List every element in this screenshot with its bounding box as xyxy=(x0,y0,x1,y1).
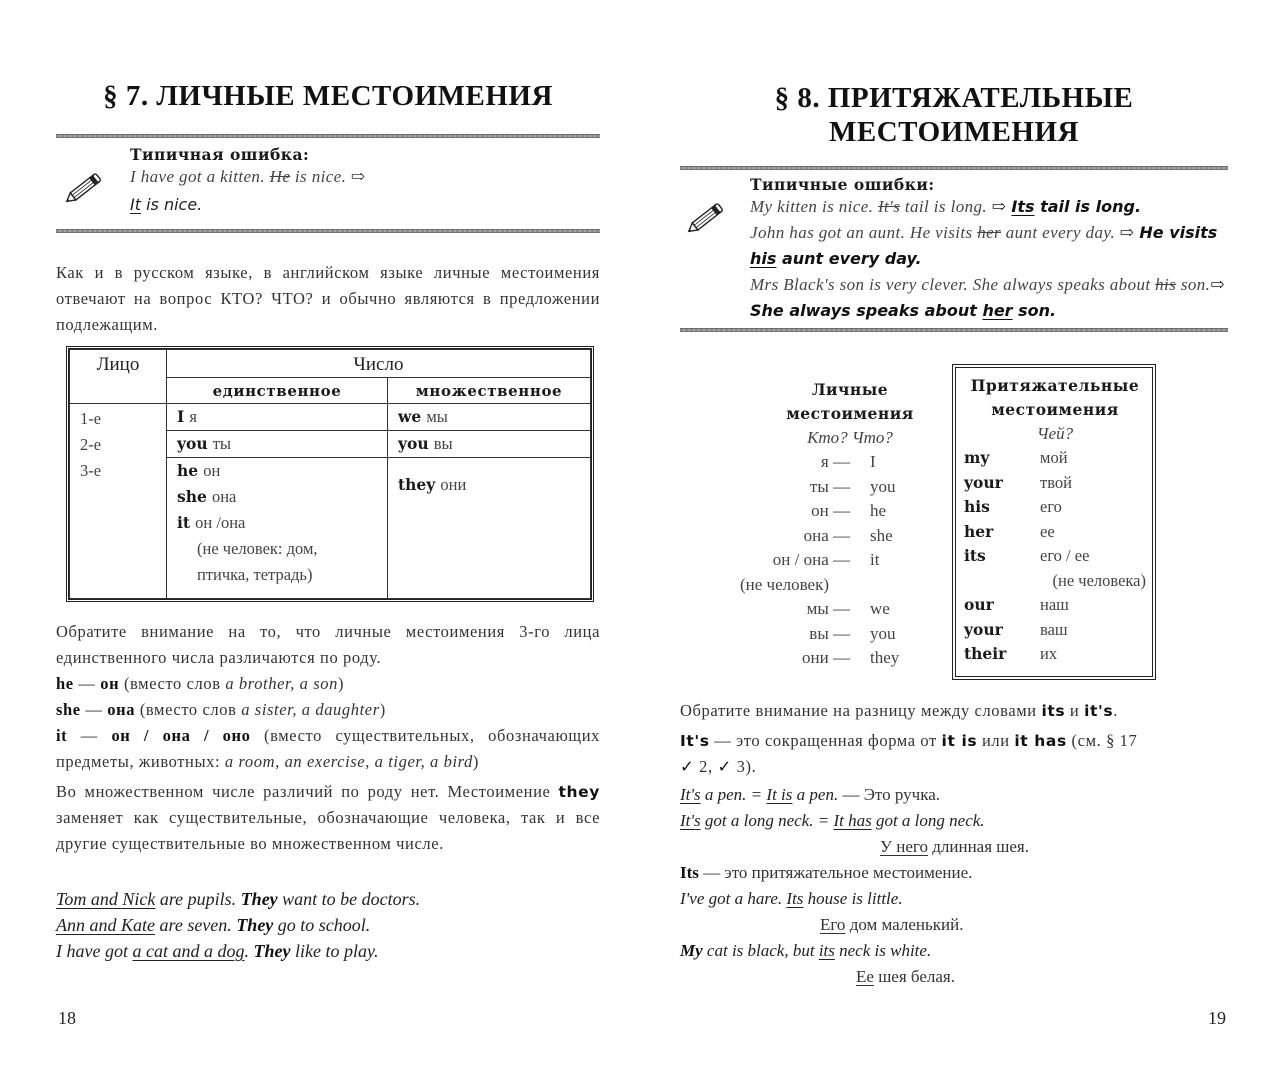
mistake-2 xyxy=(750,220,1228,272)
possessive-heading-2: местоимения xyxy=(991,400,1119,419)
note: (не человека) xyxy=(1052,570,1146,590)
ru: ваш xyxy=(1040,619,1068,639)
example-2 xyxy=(56,912,600,938)
m-struck: It's xyxy=(877,197,901,216)
gender-examples: a sister, a daughter xyxy=(241,700,380,719)
personal-row xyxy=(750,450,950,475)
gender-post: ) xyxy=(337,674,345,693)
pron-en: I xyxy=(177,407,185,426)
personal-row xyxy=(750,597,950,622)
en: I xyxy=(870,452,876,471)
ex-under: a cat and a dog xyxy=(132,941,245,961)
table-note-1: (не человек: дом, xyxy=(197,539,318,558)
fix-pre: He visits xyxy=(1139,223,1218,242)
ru: его / ее xyxy=(1040,546,1090,565)
ex-under: Ann and Kate xyxy=(56,915,155,935)
attention-paragraph: Обратите внимание на то, что личные местоимения 3-го лица единственного числа различаются по роду. xyxy=(56,622,600,667)
ex-bold: They xyxy=(236,915,274,935)
en: my xyxy=(964,448,990,467)
ex-under: Its xyxy=(786,889,804,908)
it-has: it has xyxy=(1014,732,1067,750)
ex-rest: go to school. xyxy=(273,915,371,935)
dash: — xyxy=(73,674,101,693)
possessive-row xyxy=(964,520,1146,545)
en: he xyxy=(870,501,887,520)
example-cat xyxy=(680,938,1228,964)
ex-rest: шея белая. xyxy=(873,967,955,986)
ex-ru: — Это ручка. xyxy=(838,785,941,804)
note: (не человек) xyxy=(740,574,830,594)
ex-under: Tom and Nick xyxy=(56,889,156,909)
page-number-left: 18 xyxy=(58,1008,76,1028)
plural-examples xyxy=(56,886,600,964)
contraction-paragraph xyxy=(680,728,1228,780)
pron-en: it xyxy=(177,513,191,532)
left-page xyxy=(56,0,600,1080)
example-cat-ru xyxy=(680,964,1228,990)
dash: — xyxy=(80,700,108,719)
bottom-rule xyxy=(56,229,600,233)
gender-en: he xyxy=(56,674,74,693)
contraction-text: — это сокращенная форма от xyxy=(709,731,942,750)
m-post: tail is long. xyxy=(900,197,992,216)
ex-under: Его xyxy=(820,915,846,934)
personal-row xyxy=(750,499,950,524)
pron-ru: ты xyxy=(212,434,232,453)
wrong-text-post: is nice. xyxy=(290,167,351,186)
ex-rest: дом маленький. xyxy=(845,915,964,934)
diff-word-1: its xyxy=(1041,702,1066,720)
gender-item-it xyxy=(56,723,600,775)
section-7-title: § 7. ЛИЧНЫЕ МЕСТОИМЕНИЯ xyxy=(103,80,553,112)
pron-en: she xyxy=(177,487,207,506)
possessive-row xyxy=(964,446,1146,471)
possessive-question: Чей? xyxy=(1036,424,1074,443)
possessive-pronouns-box xyxy=(952,364,1156,680)
personal-pronouns-table xyxy=(66,346,594,602)
cell-2-sg xyxy=(167,431,388,458)
mistake-3 xyxy=(750,272,1228,324)
ex-bold: My xyxy=(680,941,703,960)
m-pre: John has got an aunt. He visits xyxy=(750,223,978,242)
m-pre: Mrs Black's son is very clever. She always speaks about xyxy=(750,275,1156,294)
possessive-row xyxy=(964,642,1146,667)
ex-pre: cat is black, but xyxy=(702,941,819,960)
typical-mistake-box xyxy=(56,145,600,218)
ex-rest: длинная шея. xyxy=(927,837,1029,856)
ru: их xyxy=(1040,644,1058,663)
persons-cell xyxy=(70,404,167,599)
ref: (см. § 17 xyxy=(1066,731,1138,750)
pron-ru: они xyxy=(440,475,467,494)
ex-mid: got a long neck. xyxy=(871,811,985,830)
personal-row xyxy=(750,622,950,647)
fix-rest: aunt every day. xyxy=(776,249,922,268)
example-its-neck-ru xyxy=(680,834,1228,860)
gender-en: it xyxy=(56,726,68,745)
example-its-neck xyxy=(680,808,1228,834)
ex-rest: like to play. xyxy=(290,941,379,961)
example-3 xyxy=(56,938,600,964)
page-number-right: 19 xyxy=(1208,1008,1226,1028)
gender-ru: он / она / оно xyxy=(111,726,251,745)
cell-2-pl xyxy=(388,431,591,458)
arrow-icon: ⇨ xyxy=(1119,223,1134,243)
en: its xyxy=(964,546,986,565)
wrong-word: He xyxy=(269,167,291,186)
mistakes-heading: Типичные ошибки: xyxy=(750,175,935,194)
fix-rest: tail is long. xyxy=(1034,197,1142,216)
gender-pre: (вместо существительных, обозначающих предметы, животных: xyxy=(56,726,600,771)
top-rule xyxy=(680,166,1228,170)
arrow-icon: ⇨ xyxy=(350,167,366,187)
fix-rest: son. xyxy=(1012,301,1057,320)
en: she xyxy=(870,525,893,545)
it-is: it is xyxy=(941,732,978,750)
en: you xyxy=(870,476,896,496)
m-post: son. xyxy=(1176,275,1211,294)
en: her xyxy=(964,521,994,541)
pron-en: he xyxy=(177,461,199,480)
ex-mid: . xyxy=(244,941,254,961)
gender-examples: a room, an exercise, a tiger, a bird xyxy=(224,752,473,771)
ref3: 3). xyxy=(731,757,757,776)
diff-paragraph xyxy=(680,698,1228,724)
section-8-title xyxy=(680,81,1228,149)
fix-under: her xyxy=(982,301,1013,320)
en: it xyxy=(870,550,880,569)
ex-under: It's xyxy=(680,811,701,830)
correct-text: is nice. xyxy=(141,195,203,214)
pron-ru: мы xyxy=(426,407,448,426)
plural-paragraph xyxy=(56,779,600,857)
its-word: Its xyxy=(680,863,699,882)
mistake-correct-line xyxy=(130,192,600,218)
person-1: 1-е xyxy=(80,409,102,428)
ru: он — xyxy=(811,501,850,520)
example-1 xyxy=(56,886,600,912)
dash: — xyxy=(67,726,112,745)
cell-1-pl xyxy=(388,404,591,431)
ru: мой xyxy=(1040,448,1068,467)
pron-ru: он /она xyxy=(195,513,246,532)
correct-word: It xyxy=(130,195,141,214)
ex-bold: They xyxy=(253,941,291,961)
ex-rest: neck is white. xyxy=(834,941,932,960)
m-struck: her xyxy=(977,223,1002,242)
wrong-text-pre: I have got a kitten. xyxy=(130,167,270,186)
ru: твой xyxy=(1040,472,1072,492)
gender-list xyxy=(56,671,600,775)
diff-and: и xyxy=(1065,701,1085,720)
col-person-header: Лицо xyxy=(70,350,167,404)
ex-pre: I've got a hare. xyxy=(680,889,787,908)
plural-word: they xyxy=(558,783,600,801)
possessive-row xyxy=(964,495,1146,520)
cell-3-sg xyxy=(167,458,388,599)
ex-under: Ее xyxy=(856,967,874,986)
personal-row xyxy=(750,524,950,549)
possessive-heading-1: Притяжательные xyxy=(970,376,1140,395)
personal-heading-1: Личные xyxy=(811,380,889,399)
pencil-icon xyxy=(62,167,110,207)
cell-3-pl xyxy=(388,458,591,599)
plural-pre: Во множественном числе различий по роду нет. Местоимение xyxy=(56,782,559,801)
possessive-note-row xyxy=(964,569,1146,594)
pron-ru: я xyxy=(189,407,197,426)
check-icon: ✓ xyxy=(717,757,732,776)
possessive-row xyxy=(964,471,1146,496)
gender-item-he xyxy=(56,671,600,697)
ru: мы — xyxy=(806,599,850,618)
fix-under: Its xyxy=(1011,197,1035,216)
top-rule xyxy=(56,134,600,138)
ru: ее xyxy=(1040,521,1055,541)
right-page xyxy=(680,0,1228,1080)
ex-under: У него xyxy=(880,837,928,856)
diff-end: . xyxy=(1113,701,1118,720)
cell-1-sg xyxy=(167,404,388,431)
pencil-icon xyxy=(684,197,732,237)
arrow-icon: ⇨ xyxy=(991,197,1006,217)
fix-pre: She always speaks about xyxy=(750,301,983,320)
possessive-row xyxy=(964,544,1146,569)
gender-pre: (вместо слов xyxy=(135,700,242,719)
ex-mid: a pen. xyxy=(792,785,839,804)
title-line-2: МЕСТОИМЕНИЯ xyxy=(828,116,1079,148)
col-number-header: Число xyxy=(167,350,591,378)
en: our xyxy=(964,595,994,614)
gender-post: ) xyxy=(472,752,480,771)
en: your xyxy=(964,619,1003,639)
its-examples xyxy=(680,782,1228,990)
m-pre: My kitten is nice. xyxy=(750,197,878,216)
personal-question: Кто? Что? xyxy=(807,428,893,447)
diff-pre: Обратите внимание на разницу между словами xyxy=(680,701,1042,720)
personal-note-row xyxy=(740,573,950,598)
its-text: — это притяжательное местоимение. xyxy=(698,863,973,882)
m-post: aunt every day. xyxy=(1001,223,1120,242)
ru: я — xyxy=(820,452,850,471)
gender-item-she xyxy=(56,697,600,723)
ru: ты — xyxy=(809,476,850,496)
pron-ru: она xyxy=(211,487,237,506)
personal-row xyxy=(750,646,950,671)
possessive-row xyxy=(964,618,1146,643)
intro-paragraph: Как и в русском языке, в английском языке личные местоимения отвечают на вопрос КТО? ЧТО? и обычно являются в предложении подлежащим. xyxy=(56,263,600,334)
ru: она — xyxy=(803,525,850,545)
ex-rest: house is little. xyxy=(803,889,903,908)
personal-row xyxy=(750,548,950,573)
person-2: 2-е xyxy=(80,435,102,454)
ex-pre: I have got xyxy=(56,941,133,961)
ru: они — xyxy=(802,648,850,667)
pron-ru: он xyxy=(203,461,221,480)
its-definition xyxy=(680,860,1228,886)
en: you xyxy=(870,623,896,643)
table-note-2: птичка, тетрадь) xyxy=(197,565,313,584)
example-its-pen xyxy=(680,782,1228,808)
gender-examples: a brother, a son xyxy=(225,674,338,693)
example-hare xyxy=(680,886,1228,912)
or: или xyxy=(977,731,1015,750)
ru: его xyxy=(1040,497,1062,516)
ref2: 2, xyxy=(694,757,718,776)
ex-under: its xyxy=(818,941,835,960)
pron-ru: вы xyxy=(433,434,453,453)
ex-under: It is xyxy=(766,785,793,804)
ex-under: It's xyxy=(680,785,701,804)
ru: он / она — xyxy=(772,550,850,569)
diff-word-2: it's xyxy=(1084,702,1114,720)
ex-bold: They xyxy=(240,889,278,909)
ex-mid: are seven. xyxy=(155,915,237,935)
possessive-row xyxy=(964,593,1146,618)
gender-post: ) xyxy=(379,700,386,719)
contraction-word: It's xyxy=(680,732,710,750)
en: they xyxy=(870,648,900,667)
bottom-rule xyxy=(680,328,1228,332)
en: his xyxy=(964,497,990,516)
check-icon: ✓ xyxy=(680,757,695,776)
typical-mistakes-box xyxy=(680,175,1228,324)
ru: вы — xyxy=(809,623,850,643)
en: your xyxy=(964,472,1003,492)
pron-en: you xyxy=(177,434,208,453)
personal-pronouns-column xyxy=(740,378,950,671)
gender-ru: он xyxy=(100,674,120,693)
ex-mid: a pen. = xyxy=(700,785,767,804)
ex-rest: want to be doctors. xyxy=(277,889,421,909)
personal-heading-2: местоимения xyxy=(786,404,914,423)
arrow-icon: ⇨ xyxy=(1210,275,1225,295)
gender-ru: она xyxy=(107,700,136,719)
ex-under: It has xyxy=(833,811,872,830)
ex-mid: got a long neck. = xyxy=(700,811,834,830)
gender-pre: (вместо слов xyxy=(119,674,226,693)
person-3: 3-е xyxy=(80,461,102,480)
example-hare-ru xyxy=(680,912,1228,938)
ru: наш xyxy=(1040,595,1069,614)
mistake-heading: Типичная ошибка: xyxy=(130,145,310,164)
plural-post: заменяет как существительные, обозначающие человека, так и все другие существительные во множественном числе. xyxy=(56,808,600,853)
personal-row xyxy=(750,475,950,500)
mistake-1 xyxy=(750,194,1228,220)
pron-en: you xyxy=(398,434,429,453)
fix-under: his xyxy=(750,249,777,268)
pron-en: we xyxy=(398,407,422,426)
col-plural-header: множественное xyxy=(388,378,591,404)
pron-en: they xyxy=(398,475,436,494)
ex-mid: are pupils. xyxy=(155,889,241,909)
col-singular-header: единственное xyxy=(167,378,388,404)
en: we xyxy=(870,599,890,618)
title-line-1: § 8. ПРИТЯЖАТЕЛЬНЫЕ xyxy=(774,82,1134,114)
en: their xyxy=(964,644,1007,663)
mistake-wrong-line xyxy=(130,164,600,190)
m-struck: his xyxy=(1155,275,1177,294)
gender-en: she xyxy=(56,700,81,719)
